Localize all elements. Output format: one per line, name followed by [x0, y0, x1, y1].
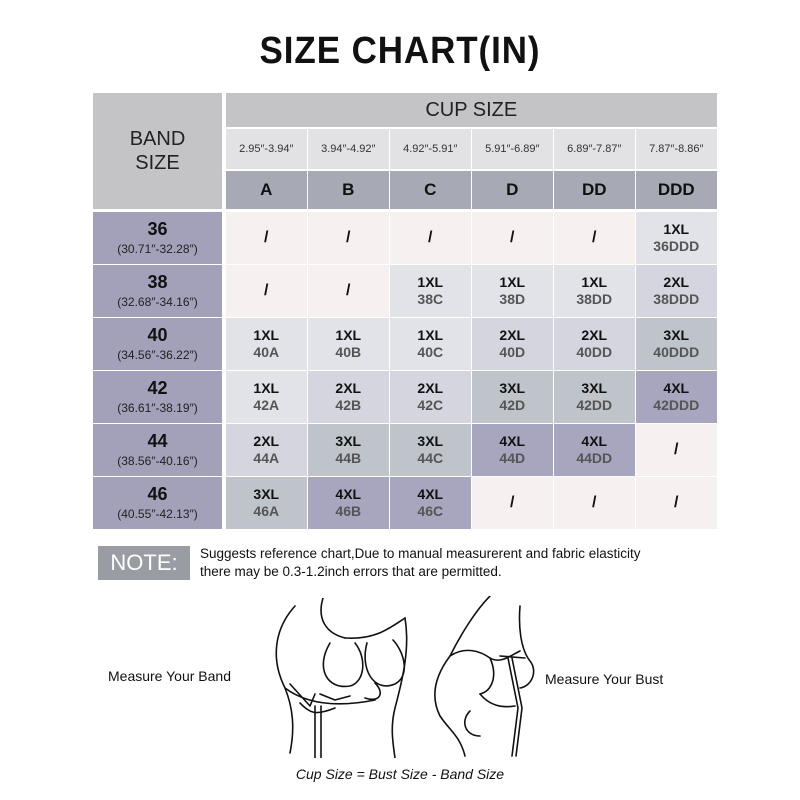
- cup-size-header: [226, 93, 717, 127]
- size-code: 44DD: [576, 449, 613, 466]
- cup-range-text: 2.95″-3.94″: [239, 143, 294, 155]
- size-label: 3XL: [253, 485, 280, 502]
- band-number: 36: [147, 219, 168, 240]
- size-label: 1XL: [581, 273, 608, 290]
- measure-bust-label: Measure Your Bust: [545, 671, 664, 687]
- size-code: 38C: [417, 290, 444, 307]
- size-cell: [226, 318, 307, 370]
- size-code: 40DDD: [653, 343, 700, 360]
- band-number: 46: [147, 484, 168, 505]
- size-cell: [308, 477, 389, 529]
- size-cell: [472, 424, 553, 476]
- size-label: 4XL: [335, 485, 362, 502]
- cup-letter-text: DDD: [657, 180, 695, 199]
- size-code: 44C: [417, 449, 444, 466]
- cup-range-cell: [390, 129, 471, 169]
- size-cell: [308, 371, 389, 423]
- band-size-cell: [93, 318, 222, 370]
- note-text: [200, 545, 720, 581]
- size-cell: [636, 318, 717, 370]
- size-label: 1XL: [335, 326, 362, 343]
- size-cell: [472, 371, 553, 423]
- band-range: (36.61″-38.19″): [117, 401, 198, 416]
- size-code: 44A: [253, 449, 280, 466]
- not-available-mark: /: [592, 493, 597, 511]
- size-code: 40B: [335, 343, 362, 360]
- size-code: 44D: [499, 449, 526, 466]
- size-cell: [226, 371, 307, 423]
- band-number: 44: [147, 431, 168, 452]
- size-label: 3XL: [499, 379, 526, 396]
- size-code: 40D: [499, 343, 526, 360]
- size-code: 40DD: [576, 343, 613, 360]
- size-cell: [226, 477, 307, 529]
- size-label: 4XL: [581, 432, 608, 449]
- size-cell: [308, 318, 389, 370]
- band-range: (40.55″-42.13″): [117, 507, 198, 522]
- size-cell: [554, 477, 635, 529]
- size-code: 46B: [335, 502, 362, 519]
- size-cell: [308, 424, 389, 476]
- size-code: 42C: [417, 396, 444, 413]
- band-range: (38.56″-40.16″): [117, 454, 198, 469]
- size-code: 42DDD: [653, 396, 700, 413]
- cup-size-formula: Cup Size = Bust Size - Band Size: [295, 766, 505, 782]
- size-code: 44B: [335, 449, 362, 466]
- size-label: 3XL: [417, 432, 444, 449]
- band-number: 40: [147, 325, 168, 346]
- cup-letter-cell: [554, 171, 635, 209]
- not-available-mark: /: [674, 493, 679, 511]
- size-label: 1XL: [499, 273, 526, 290]
- cup-range-cell: [472, 129, 553, 169]
- cup-range-cell: [554, 129, 635, 169]
- size-cell: [308, 212, 389, 264]
- size-cell: [472, 265, 553, 317]
- page-title: SIZE CHART(IN): [259, 30, 541, 72]
- band-range: (32.68″-34.16″): [117, 295, 198, 310]
- size-label: 2XL: [335, 379, 362, 396]
- size-code: 46C: [417, 502, 444, 519]
- not-available-mark: /: [510, 228, 515, 246]
- cup-letter-text: D: [506, 180, 519, 199]
- size-code: 40A: [253, 343, 280, 360]
- size-label: 4XL: [663, 379, 690, 396]
- size-cell: [390, 371, 471, 423]
- not-available-mark: /: [264, 228, 269, 246]
- size-cell: [636, 212, 717, 264]
- size-cell: [636, 424, 717, 476]
- cup-header-label: CUP SIZE: [425, 98, 518, 121]
- cup-range-cell: [636, 129, 717, 169]
- band-size-cell: [93, 371, 222, 423]
- band-size-cell: [93, 477, 222, 529]
- not-available-mark: /: [674, 440, 679, 458]
- cup-letter-cell: [636, 171, 717, 209]
- size-cell: [308, 265, 389, 317]
- cup-letter-text: B: [342, 180, 355, 199]
- size-code: 38DD: [576, 290, 613, 307]
- cup-range-text: 4.92″-5.91″: [403, 143, 458, 155]
- size-cell: [636, 477, 717, 529]
- cup-letter-cell: [472, 171, 553, 209]
- cup-letter-cell: [390, 171, 471, 209]
- cup-letter-cell: [308, 171, 389, 209]
- cup-range-text: 5.91″-6.89″: [485, 143, 540, 155]
- cup-range-cell: [308, 129, 389, 169]
- band-size-cell: [93, 212, 222, 264]
- cup-range-text: 3.94″-4.92″: [321, 143, 376, 155]
- size-label: 1XL: [253, 379, 280, 396]
- size-label: 2XL: [663, 273, 690, 290]
- size-label: 3XL: [335, 432, 362, 449]
- band-size-header: [93, 93, 222, 209]
- not-available-mark: /: [346, 281, 351, 299]
- measure-bust-illustration: [420, 596, 560, 761]
- size-label: 1XL: [663, 220, 690, 237]
- size-label: 2XL: [417, 379, 444, 396]
- not-available-mark: /: [510, 493, 515, 511]
- note-line-1: Suggests reference chart,Due to manual measurerent and fabric elasticity: [200, 546, 641, 561]
- cup-range-text: 7.87″-8.86″: [649, 143, 704, 155]
- cup-letter-text: A: [260, 180, 273, 199]
- size-label: 2XL: [253, 432, 280, 449]
- band-header-line-1: BAND: [129, 128, 186, 150]
- size-code: 40C: [417, 343, 444, 360]
- size-cell: [390, 318, 471, 370]
- size-code: 42B: [335, 396, 362, 413]
- band-size-cell: [93, 265, 222, 317]
- size-cell: [390, 477, 471, 529]
- size-label: 1XL: [253, 326, 280, 343]
- cup-letter-cell: [226, 171, 307, 209]
- size-label: 4XL: [417, 485, 444, 502]
- band-range: (34.56″-36.22″): [117, 348, 198, 363]
- size-code: 46A: [253, 502, 280, 519]
- size-cell: [554, 265, 635, 317]
- size-cell: [554, 424, 635, 476]
- cup-letter-text: C: [424, 180, 437, 199]
- size-label: 4XL: [499, 432, 526, 449]
- band-header-line-2: SIZE: [135, 152, 180, 174]
- cup-range-text: 6.89″-7.87″: [567, 143, 622, 155]
- size-code: 38D: [499, 290, 526, 307]
- size-cell: [636, 371, 717, 423]
- note-badge: NOTE:: [98, 546, 190, 580]
- cup-range-cell: [226, 129, 307, 169]
- size-cell: [390, 424, 471, 476]
- cup-letter-text: DD: [581, 180, 607, 199]
- size-cell: [554, 212, 635, 264]
- size-label: 2XL: [499, 326, 526, 343]
- size-label: 3XL: [581, 379, 608, 396]
- size-code: 38DDD: [653, 290, 700, 307]
- size-label: 1XL: [417, 326, 444, 343]
- band-number: 42: [147, 378, 168, 399]
- size-cell: [554, 371, 635, 423]
- size-cell: [226, 212, 307, 264]
- size-label: 3XL: [663, 326, 690, 343]
- note-line-2: there may be 0.3-1.2inch errors that are permitted.: [200, 564, 502, 579]
- size-code: 42A: [253, 396, 280, 413]
- size-cell: [472, 318, 553, 370]
- size-cell: [636, 265, 717, 317]
- size-cell: [226, 424, 307, 476]
- size-cell: [554, 318, 635, 370]
- size-code: 42D: [499, 396, 526, 413]
- size-label: 2XL: [581, 326, 608, 343]
- size-cell: [472, 477, 553, 529]
- measure-band-label: Measure Your Band: [108, 668, 231, 684]
- not-available-mark: /: [346, 228, 351, 246]
- size-label: 1XL: [417, 273, 444, 290]
- not-available-mark: /: [264, 281, 269, 299]
- not-available-mark: /: [428, 228, 433, 246]
- not-available-mark: /: [592, 228, 597, 246]
- size-cell: [390, 212, 471, 264]
- size-cell: [472, 212, 553, 264]
- band-range: (30.71″-32.28″): [117, 242, 198, 257]
- size-cell: [390, 265, 471, 317]
- size-code: 36DDD: [653, 237, 700, 254]
- size-cell: [226, 265, 307, 317]
- band-size-cell: [93, 424, 222, 476]
- band-number: 38: [147, 272, 168, 293]
- size-code: 42DD: [576, 396, 613, 413]
